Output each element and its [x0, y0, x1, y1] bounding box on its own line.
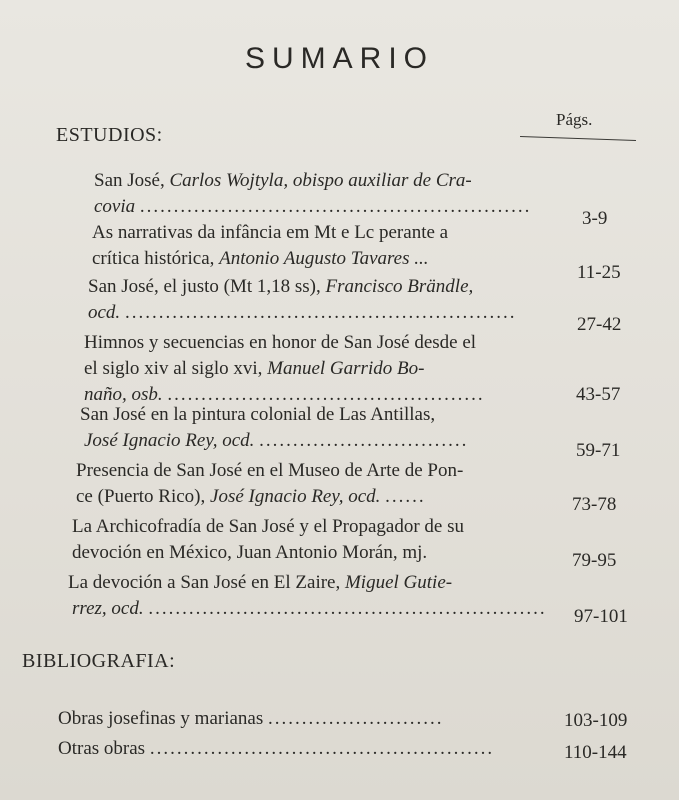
section-heading-estudios: ESTUDIOS: [56, 124, 163, 146]
toc-entry-line [92, 220, 448, 246]
toc-entry-line [72, 514, 464, 540]
toc-entry [58, 736, 494, 762]
entry-title: La devoción a San José en El Zaire, [68, 572, 345, 593]
entry-author: Antonio Augusto Tavares ... [219, 248, 429, 269]
toc-entry-line [58, 706, 444, 732]
entry-title: La Archicofradía de San José y el Propagador de su [72, 516, 465, 537]
entry-title: As narrativas da infância em Mt e Lc perante a [92, 222, 449, 243]
pages-column-rule [520, 136, 636, 141]
toc-entry-line [80, 402, 468, 428]
entry-title: Himnos y secuencias en honor de San José desde el [84, 332, 477, 353]
toc-entry [80, 402, 468, 454]
page-title: SUMARIO [244, 42, 434, 75]
entry-pages: 103-109 [564, 710, 628, 731]
pages-column-label: Págs. [556, 110, 593, 129]
entry-author: ocd. [88, 302, 121, 323]
entry-author: naño, osb. [84, 384, 163, 405]
entry-title: Presencia de San José en el Museo de Arte de Pon- [76, 460, 464, 481]
entry-pages: 3-9 [582, 208, 608, 229]
section-heading-bibliografia: BIBLIOGRAFIA: [22, 650, 176, 672]
entry-title: ce (Puerto Rico), [76, 486, 211, 507]
toc-entry [94, 168, 531, 220]
toc-entry-line [72, 540, 464, 566]
toc-entry [88, 274, 516, 326]
entry-title: San José, [94, 170, 170, 191]
entry-pages: 73-78 [572, 494, 617, 515]
leader-dots: ...... [385, 486, 426, 507]
toc-entry [72, 514, 464, 566]
entry-title: San José, el justo (Mt 1,18 ss), [88, 276, 326, 297]
leader-dots: ........................................................... [148, 598, 547, 619]
leader-dots: .......................................................... [124, 302, 517, 323]
entry-author: Francisco Brändle, [325, 276, 474, 297]
toc-entry-line [92, 246, 448, 272]
toc-entry [92, 220, 448, 272]
toc-entry-line [68, 570, 547, 596]
entry-pages: 59-71 [576, 440, 621, 461]
toc-entry-line [88, 300, 516, 326]
entry-title: crítica histórica, [92, 248, 220, 269]
toc-entry-line [84, 356, 485, 382]
entry-author: Manuel Garrido Bo- [267, 358, 425, 379]
entry-pages: 110-144 [564, 742, 627, 763]
entry-title: Obras josefinas y marianas [58, 708, 264, 729]
toc-entry-line [58, 736, 494, 762]
toc-entry-line [76, 458, 463, 484]
entry-author: covia [94, 196, 136, 217]
entry-author: rrez, ocd. [72, 598, 144, 619]
entry-author: José Ignacio Rey, ocd. [84, 430, 255, 451]
toc-entry-line [94, 168, 531, 194]
leader-dots: ................................................... [149, 738, 495, 759]
toc-entry-line [88, 274, 516, 300]
entry-pages: 11-25 [577, 262, 621, 283]
entry-title: Otras obras [58, 738, 146, 759]
leader-dots: .......................................................... [139, 196, 532, 217]
toc-entry [76, 458, 463, 510]
entry-author: José Ignacio Rey, ocd. [210, 486, 381, 507]
toc-entry-line [76, 484, 463, 510]
toc-entry [84, 330, 485, 408]
leader-dots: ............................... [259, 430, 469, 451]
entry-title: San José en la pintura colonial de Las Antillas, [80, 404, 436, 425]
toc-entry-line [94, 194, 531, 220]
entry-pages: 97-101 [574, 606, 628, 627]
entry-title: devoción en México, Juan Antonio Morán, mj. [72, 542, 428, 563]
leader-dots: ............................................... [167, 384, 485, 405]
entry-pages: 43-57 [576, 384, 621, 405]
toc-entry [68, 570, 547, 622]
toc-entry-line [68, 596, 547, 622]
entry-author: Miguel Gutie- [344, 572, 453, 593]
toc-entry [58, 706, 444, 732]
entry-pages: 27-42 [577, 314, 622, 335]
entry-author: Carlos Wojtyla, obispo auxiliar de Cra- [169, 170, 472, 191]
entry-pages: 79-95 [572, 550, 617, 571]
entry-title: el siglo xiv al siglo xvi, [84, 358, 268, 379]
toc-entry-line [80, 428, 468, 454]
toc-entry-line [84, 330, 485, 356]
leader-dots: .......................... [268, 708, 444, 729]
